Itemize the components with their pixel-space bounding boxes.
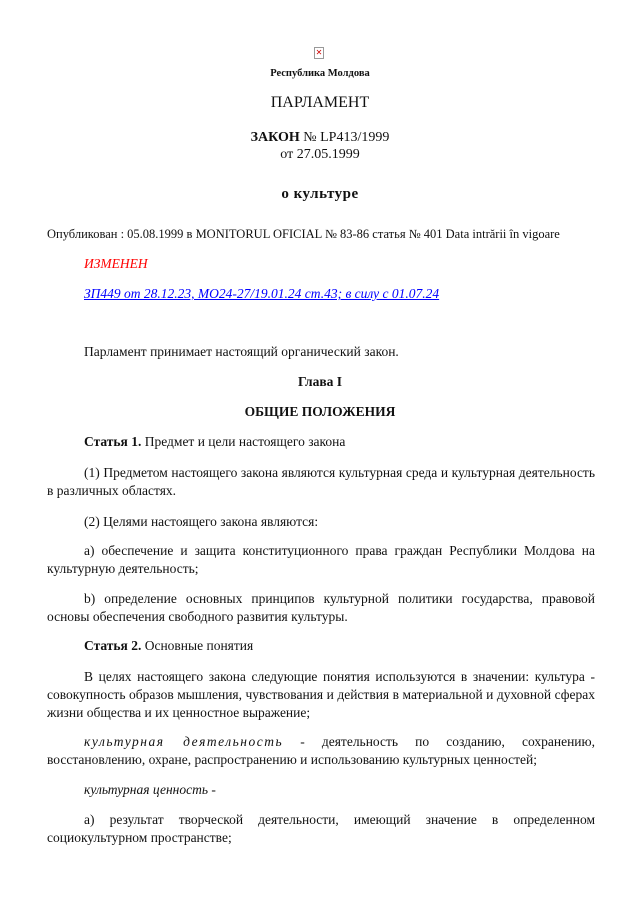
term-cultural-activity: культурная деятельность [84,734,284,749]
article-2-label: Статья 2. [84,638,142,653]
article-2-definition-2 [47,781,595,799]
amendment-link[interactable]: ЗП449 от 28.12.23, MO24-27/19.01.24 ст.43; в силу с 01.07.24 [84,286,440,301]
article-2-heading [47,637,595,655]
article-2-item-a: a) результат творческой деятельности, имеющий значение в определенном социокультурном пространстве; [47,812,595,845]
article-2-title: Основные понятия [141,638,254,653]
article-1-para-2: (2) Целями настоящего закона являются: [84,514,319,529]
definition-cultural-value: - [207,782,216,797]
parliament-heading: ПАРЛАМЕНТ [270,94,370,111]
publication-info: Опубликован : 05.08.1999 в MONITORUL OFICIAL № 83-86 статья № 401 Data intrării în vigoare [47,227,560,241]
law-label: ЗАКОН [250,130,300,145]
term-cultural-value: культурная ценность [84,782,208,797]
broken-image-icon: ✕ [315,48,323,57]
law-id: № LP413/1999 [303,130,390,145]
law-date: от 27.05.1999 [280,147,360,162]
article-1-title: Предмет и цели настоящего закона [141,434,346,449]
article-1-heading [47,433,595,451]
article-1-item-a: a) обеспечение и защита конституционного права граждан Республики Молдова на культурную деятельность; [47,543,595,576]
article-2-definition-1 [47,733,595,769]
amended-label: ИЗМЕНЕН [84,256,148,271]
article-1-para-1: (1) Предметом настоящего закона являются культурная среда и культурная деятельность в различных областях. [47,465,595,498]
law-number [0,130,640,146]
law-title: о культуре [281,186,359,202]
preamble: Парламент принимает настоящий органический закон. [84,344,399,359]
country-name: Республика Молдова [270,68,370,79]
definition-cultural-activity: - деятельность по созданию, сохранению, восстановлению, охране, распространению и использованию культурных ценностей; [47,734,595,767]
chapter-number: Глава I [297,374,343,389]
article-1-item-b: b) определение основных принципов культурной политики государства, правовой основы обеспечения свободного развития культуры. [47,591,595,624]
chapter-title: ОБЩИЕ ПОЛОЖЕНИЯ [244,404,396,419]
article-1-label: Статья 1. [84,434,142,449]
article-2-para-1: В целях настоящего закона следующие понятия используются в значении: культура - совокупность образов мышления, чувствования и действия в материальной и духовной сферах жизни общества и их ценностное выражение; [47,669,595,720]
